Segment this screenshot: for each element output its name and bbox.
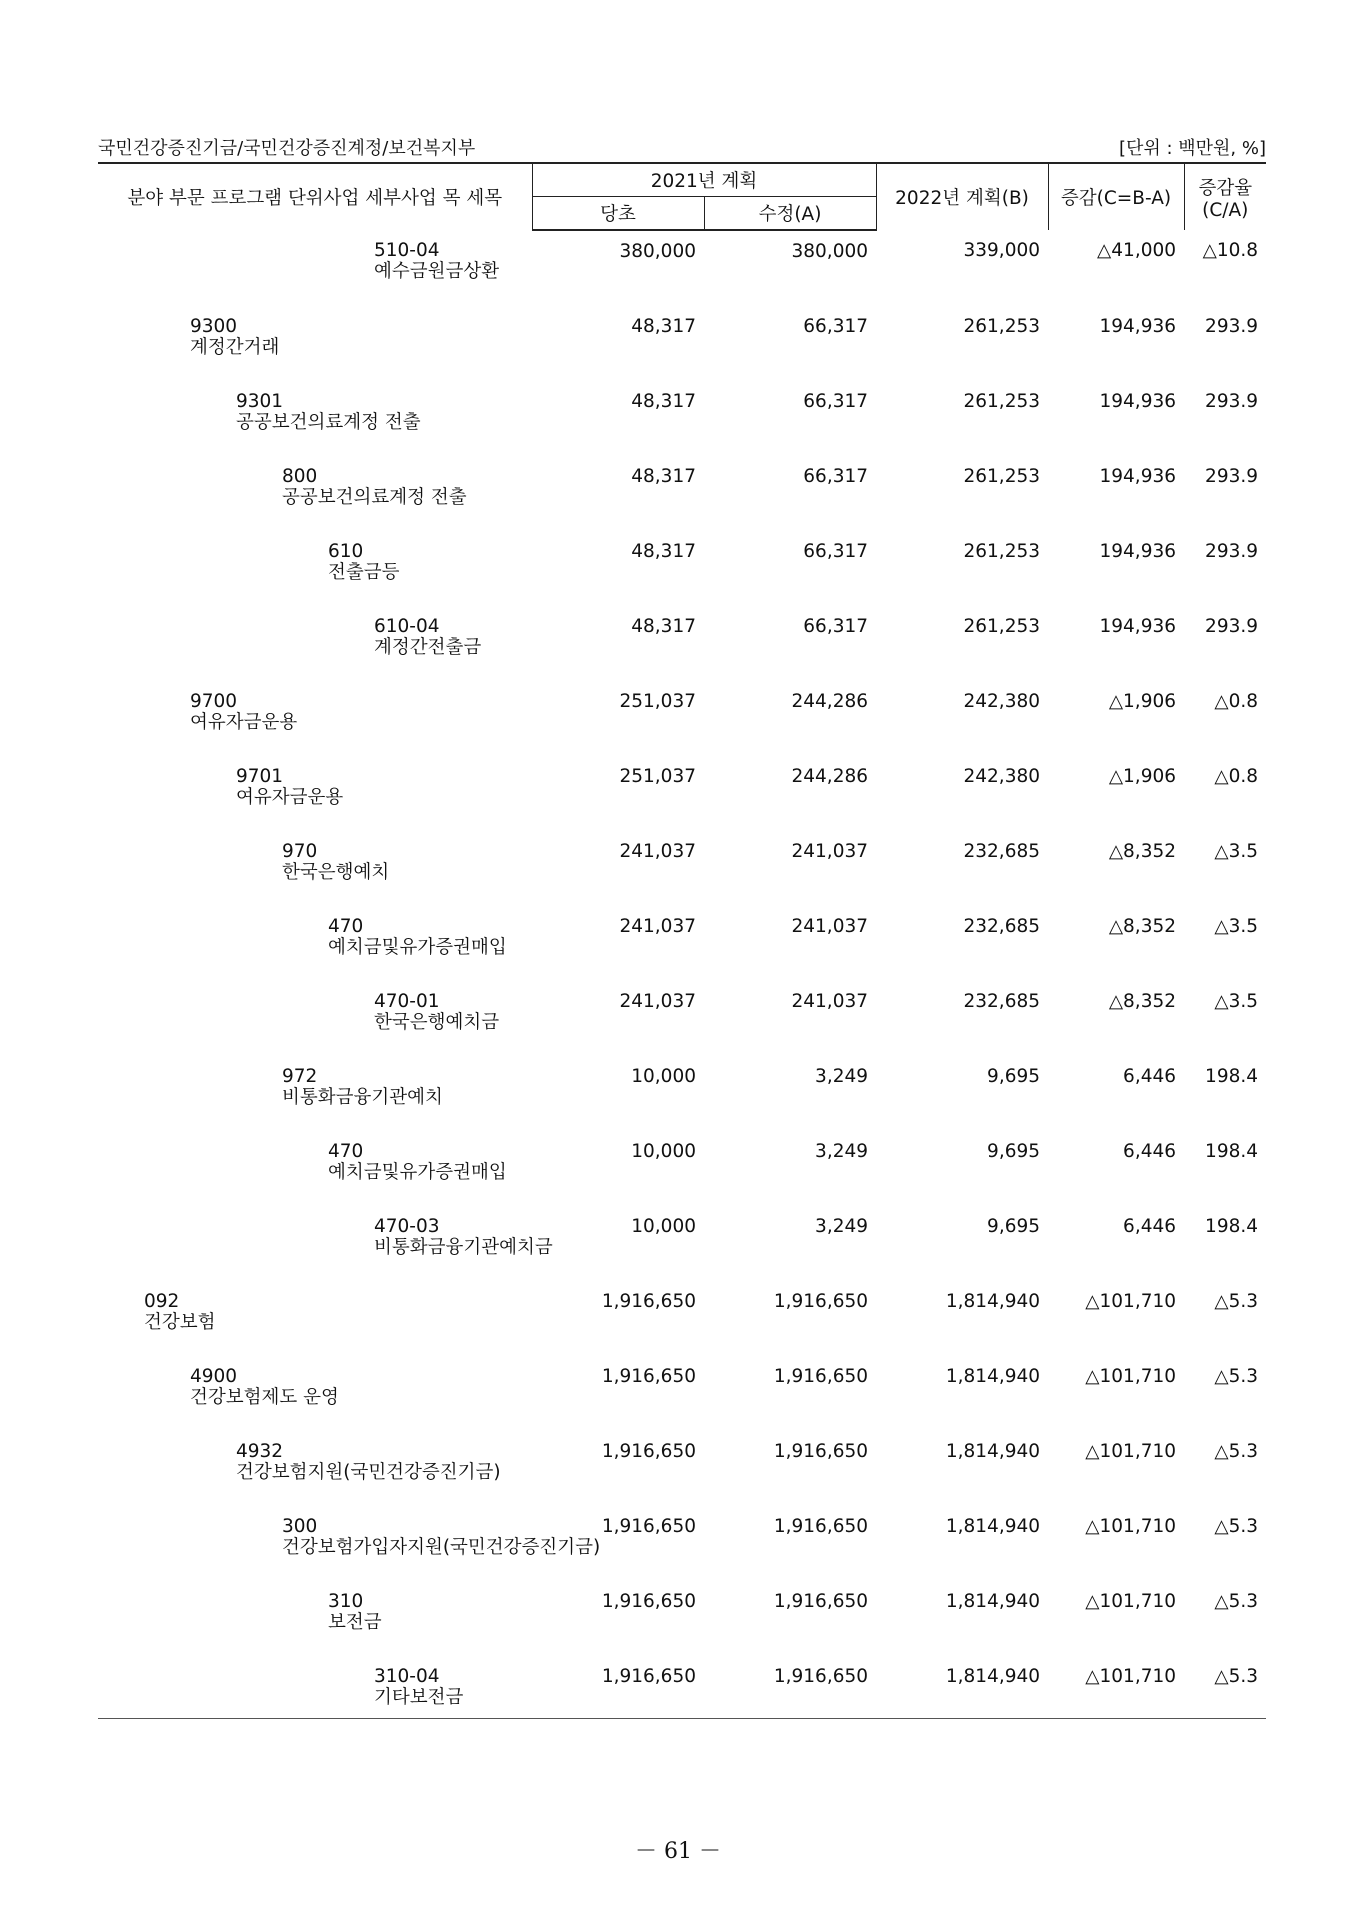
cell-change: 194,936: [1099, 316, 1177, 337]
cell-revised: 1,916,650: [773, 1516, 869, 1537]
table-row: [98, 531, 1266, 606]
table-row: [98, 606, 1266, 681]
cell-change: 6,446: [1123, 1141, 1177, 1162]
item-cell: [98, 1431, 532, 1506]
col-header-revised: 수정(A): [704, 197, 876, 231]
item-cell: [98, 981, 532, 1056]
cell-rate: △5.3: [1214, 1666, 1259, 1687]
item-label: [98, 1506, 601, 1558]
item-label: [98, 831, 532, 883]
item-code: 510-04: [374, 240, 440, 261]
item-cell: [98, 306, 532, 381]
cell-rate: △3.5: [1214, 916, 1259, 937]
cell-plan2022: 9,695: [987, 1141, 1041, 1162]
cell-rate: 293.9: [1205, 316, 1259, 337]
cell-plan2022: 261,253: [963, 316, 1041, 337]
cell-revised: 3,249: [815, 1066, 869, 1087]
item-label: [98, 1206, 553, 1258]
table-row: [98, 756, 1266, 831]
cell-original: 10,000: [631, 1141, 696, 1162]
cell-original: 1,916,650: [601, 1591, 696, 1612]
cell-rate: △0.8: [1214, 766, 1259, 787]
table-row: [98, 230, 1266, 306]
cell-rate: △3.5: [1214, 841, 1259, 862]
item-label: [98, 306, 532, 358]
cell-plan2022: 1,814,940: [945, 1591, 1041, 1612]
cell-change: 6,446: [1123, 1216, 1177, 1237]
cell-revised: 1,916,650: [773, 1591, 869, 1612]
item-code: 9301: [236, 391, 284, 412]
item-code: 092: [144, 1291, 180, 1312]
bottom-rule: [98, 1718, 1266, 1719]
item-code: 972: [282, 1066, 318, 1087]
item-cell: [98, 831, 532, 906]
cell-rate: 293.9: [1205, 466, 1259, 487]
table-row: [98, 1506, 1266, 1581]
cell-change: △101,710: [1085, 1291, 1177, 1312]
cell-original: 48,317: [631, 616, 696, 637]
table-row: [98, 1206, 1266, 1281]
item-name: 건강보험지원(국민건강증진기금): [236, 1462, 501, 1483]
cell-revised: 66,317: [803, 316, 869, 337]
item-name: 공공보건의료계정 전출: [282, 487, 467, 508]
table-header: [98, 163, 1266, 230]
item-label: [98, 756, 532, 808]
cell-original: 241,037: [619, 841, 696, 862]
cell-plan2022: 242,380: [963, 766, 1041, 787]
item-label: [98, 1656, 532, 1708]
cell-original: 48,317: [631, 316, 696, 337]
item-code: 800: [282, 466, 318, 487]
cell-revised: 66,317: [803, 466, 869, 487]
item-name: 비통화금융기관예치: [282, 1087, 443, 1108]
col-header-original: 당초: [532, 197, 704, 231]
cell-rate: 198.4: [1205, 1066, 1259, 1087]
item-cell: [98, 230, 532, 306]
item-label: [98, 531, 532, 583]
cell-original: 251,037: [619, 691, 696, 712]
cell-revised: 1,916,650: [773, 1291, 869, 1312]
cell-plan2022: 9,695: [987, 1216, 1041, 1237]
cell-change: △101,710: [1085, 1666, 1177, 1687]
cell-revised: 241,037: [791, 841, 869, 862]
item-label: [98, 1356, 532, 1408]
item-label: [98, 1581, 532, 1633]
cell-original: 251,037: [619, 766, 696, 787]
cell-rate: △5.3: [1214, 1366, 1259, 1387]
table-body: [98, 230, 1266, 1731]
item-name: 보전금: [328, 1612, 382, 1633]
cell-original: 10,000: [631, 1066, 696, 1087]
item-name: 여유자금운용: [190, 712, 298, 733]
cell-original: 48,317: [631, 391, 696, 412]
table-row: [98, 1281, 1266, 1356]
cell-original: 380,000: [619, 241, 696, 262]
item-name: 건강보험가입자지원(국민건강증진기금): [282, 1537, 601, 1558]
table-row: [98, 906, 1266, 981]
item-label: [98, 230, 532, 282]
cell-original: 48,317: [631, 541, 696, 562]
item-cell: [98, 1356, 532, 1431]
item-code: 4900: [190, 1366, 238, 1387]
cell-revised: 244,286: [791, 691, 869, 712]
item-label: [98, 1431, 532, 1483]
item-label: [98, 1131, 532, 1183]
item-name: 건강보험제도 운영: [190, 1387, 339, 1408]
cell-rate: △5.3: [1214, 1516, 1259, 1537]
table-row: [98, 1656, 1266, 1731]
item-code: 470: [328, 1141, 364, 1162]
item-code: 310: [328, 1591, 364, 1612]
col-header-name: 분야 부문 프로그램 단위사업 세부사업 목 세목: [98, 163, 532, 230]
unit-label: [단위 : 백만원, %]: [1118, 138, 1266, 159]
cell-rate: △5.3: [1214, 1591, 1259, 1612]
cell-revised: 1,916,650: [773, 1441, 869, 1462]
item-cell: [98, 906, 532, 981]
item-code: 610: [328, 541, 364, 562]
fund-title: 국민건강증진기금/국민건강증진계정/보건복지부: [98, 138, 476, 159]
item-code: 9300: [190, 316, 238, 337]
table-row: [98, 1131, 1266, 1206]
item-name: 비통화금융기관예치금: [374, 1237, 553, 1258]
item-cell: [98, 606, 532, 681]
cell-revised: 66,317: [803, 391, 869, 412]
item-code: 4932: [236, 1441, 284, 1462]
cell-revised: 241,037: [791, 991, 869, 1012]
cell-plan2022: 339,000: [963, 240, 1041, 261]
cell-plan2022: 242,380: [963, 691, 1041, 712]
item-name: 한국은행예치: [282, 862, 390, 883]
cell-plan2022: 1,814,940: [945, 1666, 1041, 1687]
item-cell: [98, 681, 532, 756]
cell-change: △1,906: [1108, 766, 1177, 787]
cell-plan2022: 261,253: [963, 616, 1041, 637]
cell-plan2022: 232,685: [963, 991, 1041, 1012]
cell-original: 1,916,650: [601, 1516, 696, 1537]
col-header-plan2021: 2021년 계획: [532, 163, 876, 197]
cell-change: △41,000: [1097, 240, 1177, 261]
item-cell: [98, 381, 532, 456]
cell-revised: 3,249: [815, 1216, 869, 1237]
cell-original: 241,037: [619, 991, 696, 1012]
cell-change: 6,446: [1123, 1066, 1177, 1087]
cell-rate: △0.8: [1214, 691, 1259, 712]
cell-plan2022: 232,685: [963, 916, 1041, 937]
item-label: [98, 1281, 532, 1333]
cell-plan2022: 1,814,940: [945, 1441, 1041, 1462]
item-cell: [98, 456, 532, 531]
cell-rate: 198.4: [1205, 1141, 1259, 1162]
item-name: 기타보전금: [374, 1687, 464, 1708]
cell-plan2022: 9,695: [987, 1066, 1041, 1087]
table-row: [98, 381, 1266, 456]
cell-change: 194,936: [1099, 541, 1177, 562]
item-name: 예수금원금상환: [374, 261, 500, 282]
cell-plan2022: 1,814,940: [945, 1291, 1041, 1312]
item-label: [98, 981, 532, 1033]
col-header-rate-line2: (C/A): [1202, 199, 1249, 221]
item-name: 공공보건의료계정 전출: [236, 412, 421, 433]
item-code: 300: [282, 1516, 318, 1537]
cell-plan2022: 232,685: [963, 841, 1041, 862]
cell-change: △101,710: [1085, 1366, 1177, 1387]
item-name: 한국은행예치금: [374, 1012, 500, 1033]
cell-revised: 1,916,650: [773, 1666, 869, 1687]
item-name: 전출금등: [328, 562, 400, 583]
cell-revised: 3,249: [815, 1141, 869, 1162]
item-cell: [98, 1131, 532, 1206]
cell-revised: 244,286: [791, 766, 869, 787]
cell-original: 241,037: [619, 916, 696, 937]
item-name: 여유자금운용: [236, 787, 344, 808]
item-code: 610-04: [374, 616, 440, 637]
cell-rate: △10.8: [1202, 240, 1259, 261]
table-row: [98, 981, 1266, 1056]
item-code: 470: [328, 916, 364, 937]
item-cell: [98, 1056, 532, 1131]
cell-revised: 241,037: [791, 916, 869, 937]
cell-change: △1,906: [1108, 691, 1177, 712]
cell-revised: 66,317: [803, 616, 869, 637]
cell-change: △8,352: [1108, 916, 1177, 937]
col-header-rate-line1: 증감율: [1198, 177, 1253, 199]
cell-change: △101,710: [1085, 1516, 1177, 1537]
item-code: 9700: [190, 691, 238, 712]
item-label: [98, 456, 532, 508]
item-cell: [98, 1206, 553, 1281]
cell-original: 1,916,650: [601, 1441, 696, 1462]
cell-revised: 380,000: [791, 241, 869, 262]
cell-original: 1,916,650: [601, 1291, 696, 1312]
cell-rate: 293.9: [1205, 616, 1259, 637]
col-header-plan2022: 2022년 계획(B): [876, 163, 1048, 230]
page-number: － 61 －: [635, 1839, 721, 1864]
item-label: [98, 606, 532, 658]
item-name: 계정간거래: [190, 337, 280, 358]
cell-rate: 198.4: [1205, 1216, 1259, 1237]
table-row: [98, 831, 1266, 906]
cell-rate: 293.9: [1205, 391, 1259, 412]
item-label: [98, 906, 532, 958]
budget-table: [98, 162, 1266, 1731]
cell-change: 194,936: [1099, 466, 1177, 487]
cell-change: 194,936: [1099, 391, 1177, 412]
table-row: [98, 1581, 1266, 1656]
cell-change: △8,352: [1108, 991, 1177, 1012]
item-label: [98, 1056, 532, 1108]
cell-plan2022: 1,814,940: [945, 1366, 1041, 1387]
cell-change: △8,352: [1108, 841, 1177, 862]
cell-original: 1,916,650: [601, 1666, 696, 1687]
item-code: 9701: [236, 766, 284, 787]
item-name: 예치금및유가증권매입: [328, 937, 507, 958]
cell-change: △101,710: [1085, 1441, 1177, 1462]
item-code: 470-01: [374, 991, 440, 1012]
item-cell: [98, 1506, 601, 1581]
item-code: 470-03: [374, 1216, 440, 1237]
table-row: [98, 1431, 1266, 1506]
item-cell: [98, 756, 532, 831]
cell-original: 10,000: [631, 1216, 696, 1237]
cell-original: 48,317: [631, 466, 696, 487]
cell-plan2022: 261,253: [963, 466, 1041, 487]
cell-change: △101,710: [1085, 1591, 1177, 1612]
cell-rate: 293.9: [1205, 541, 1259, 562]
table-row: [98, 306, 1266, 381]
col-header-change: 증감(C=B-A): [1048, 163, 1184, 230]
cell-revised: 66,317: [803, 541, 869, 562]
cell-plan2022: 261,253: [963, 391, 1041, 412]
cell-rate: △3.5: [1214, 991, 1259, 1012]
item-code: 970: [282, 841, 318, 862]
cell-rate: △5.3: [1214, 1441, 1259, 1462]
item-name: 예치금및유가증권매입: [328, 1162, 507, 1183]
item-cell: [98, 1656, 532, 1731]
item-cell: [98, 1281, 532, 1356]
item-cell: [98, 531, 532, 606]
cell-change: 194,936: [1099, 616, 1177, 637]
cell-revised: 1,916,650: [773, 1366, 869, 1387]
table-row: [98, 681, 1266, 756]
item-code: 310-04: [374, 1666, 440, 1687]
cell-original: 1,916,650: [601, 1366, 696, 1387]
item-label: [98, 381, 532, 433]
cell-plan2022: 1,814,940: [945, 1516, 1041, 1537]
item-name: 건강보험: [144, 1312, 216, 1333]
table-row: [98, 1056, 1266, 1131]
col-header-rate: [1184, 163, 1266, 230]
cell-rate: △5.3: [1214, 1291, 1259, 1312]
cell-plan2022: 261,253: [963, 541, 1041, 562]
table-row: [98, 1356, 1266, 1431]
item-name: 계정간전출금: [374, 637, 482, 658]
item-cell: [98, 1581, 532, 1656]
table-row: [98, 456, 1266, 531]
item-label: [98, 681, 532, 733]
